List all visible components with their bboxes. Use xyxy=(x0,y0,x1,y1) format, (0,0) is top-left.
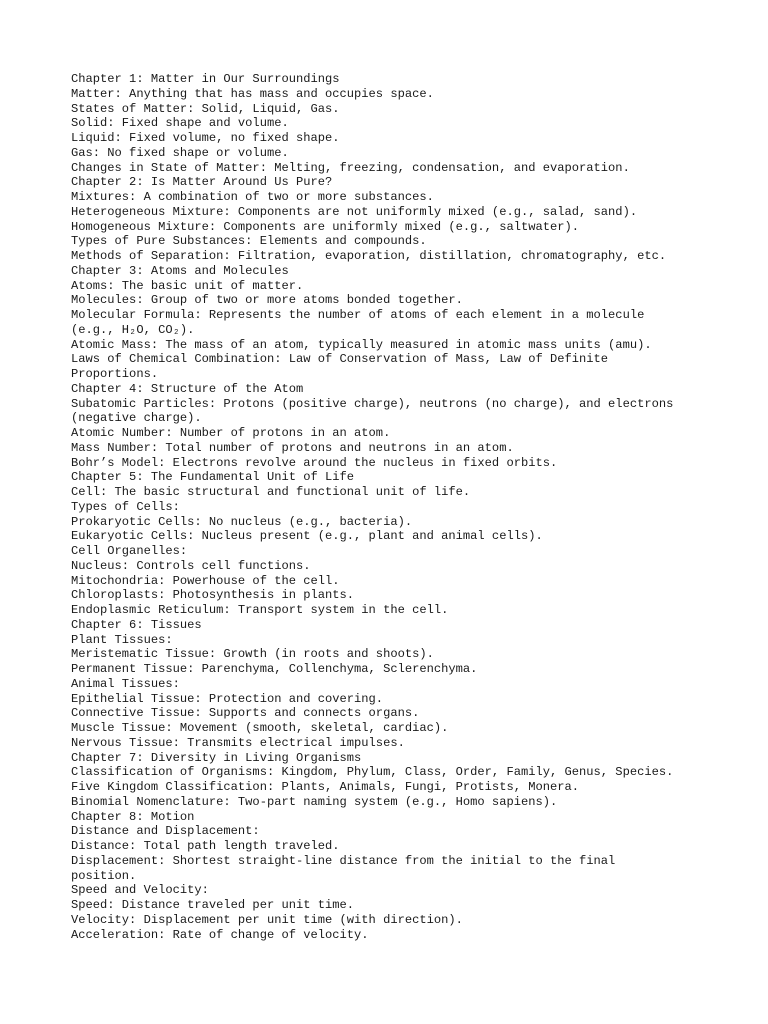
text-line: Subatomic Particles: Protons (positive charge), neutrons (no charge), and electrons xyxy=(71,396,674,411)
text-line: Atoms: The basic unit of matter. xyxy=(71,278,304,293)
text-line: Laws of Chemical Combination: Law of Conservation of Mass, Law of Definite xyxy=(71,352,609,367)
text-line: Chapter 2: Is Matter Around Us Pure? xyxy=(71,175,333,190)
text-line: Homogeneous Mixture: Components are uniformly mixed (e.g., saltwater). xyxy=(71,219,580,234)
text-line: States of Matter: Solid, Liquid, Gas. xyxy=(71,101,340,116)
text-line: Nervous Tissue: Transmits electrical impulses. xyxy=(71,735,405,750)
text-line: Molecules: Group of two or more atoms bonded together. xyxy=(71,293,463,308)
text-line: Atomic Number: Number of protons in an atom. xyxy=(71,426,391,440)
text-line: position. xyxy=(71,868,137,883)
text-line: Animal Tissues: xyxy=(71,676,180,691)
text-line: Velocity: Displacement per unit time (with direction). xyxy=(71,912,463,927)
text-line: Mass Number: Total number of protons and neutrons in an atom. xyxy=(71,440,514,455)
text-line: Chapter 3: Atoms and Molecules xyxy=(71,263,289,278)
text-line: Chapter 5: The Fundamental Unit of Life xyxy=(71,470,355,485)
text-line: (e.g., H₂O, CO₂). xyxy=(71,322,195,337)
text-line: Solid: Fixed shape and volume. xyxy=(71,116,289,131)
text-line: Muscle Tissue: Movement (smooth, skeletal, cardiac). xyxy=(71,721,449,735)
text-line: Chloroplasts: Photosynthesis in plants. xyxy=(71,588,355,603)
text-line: Displacement: Shortest straight-line distance from the initial to the final xyxy=(71,853,616,868)
text-line: Molecular Formula: Represents the number of atoms of each element in a molecule xyxy=(71,308,645,322)
text-line: Permanent Tissue: Parenchyma, Collenchyma, Sclerenchyma. xyxy=(71,662,478,676)
text-line: Mitochondria: Powerhouse of the cell. xyxy=(71,573,340,588)
text-line: Mixtures: A combination of two or more substances. xyxy=(71,190,434,204)
text-line: Speed and Velocity: xyxy=(71,883,209,898)
text-line: Bohr’s Model: Electrons revolve around the nucleus in fixed orbits. xyxy=(71,455,558,470)
text-line: Cell Organelles: xyxy=(71,544,188,558)
text-line: Distance and Displacement: xyxy=(71,824,260,839)
text-line: Eukaryotic Cells: Nucleus present (e.g., plant and animal cells). xyxy=(71,529,543,544)
text-line: Chapter 1: Matter in Our Surroundings xyxy=(71,72,340,86)
text-line: Changes in State of Matter: Melting, freezing, condensation, and evaporation. xyxy=(71,160,630,175)
text-line: Binomial Nomenclature: Two-part naming system (e.g., Homo sapiens). xyxy=(71,794,558,809)
text-line: Five Kingdom Classification: Plants, Animals, Fungi, Protists, Monera. xyxy=(71,780,580,794)
text-line: Matter: Anything that has mass and occupies space. xyxy=(71,86,434,101)
text-line: Types of Pure Substances: Elements and compounds. xyxy=(71,234,427,249)
text-line: Proportions. xyxy=(71,367,159,381)
text-line: Prokaryotic Cells: No nucleus (e.g., bacteria). xyxy=(71,514,413,529)
text-line: Endoplasmic Reticulum: Transport system in the cell. xyxy=(71,603,449,617)
text-line: Liquid: Fixed volume, no fixed shape. xyxy=(71,131,340,145)
document-page xyxy=(71,72,731,942)
text-line: Types of Cells: xyxy=(71,499,180,514)
text-line: Meristematic Tissue: Growth (in roots and shoots). xyxy=(71,647,434,662)
text-line: Atomic Mass: The mass of an atom, typically measured in atomic mass units (amu). xyxy=(71,337,652,352)
text-line: Epithelial Tissue: Protection and covering. xyxy=(71,691,384,706)
text-line: Gas: No fixed shape or volume. xyxy=(71,145,289,160)
text-line: Chapter 7: Diversity in Living Organisms xyxy=(71,750,362,765)
text-line: Acceleration: Rate of change of velocity. xyxy=(71,927,369,942)
text-line: Plant Tissues: xyxy=(71,632,173,647)
text-line: Chapter 6: Tissues xyxy=(71,617,202,632)
text-line: Cell: The basic structural and functional unit of life. xyxy=(71,485,471,499)
text-line: Heterogeneous Mixture: Components are not uniformly mixed (e.g., salad, sand). xyxy=(71,204,638,219)
text-line: Chapter 8: Motion xyxy=(71,809,195,824)
text-line: Nucleus: Controls cell functions. xyxy=(71,558,311,573)
text-line: Methods of Separation: Filtration, evaporation, distillation, chromatography, etc. xyxy=(71,249,667,263)
text-line: Classification of Organisms: Kingdom, Phylum, Class, Order, Family, Genus, Species. xyxy=(71,765,674,780)
text-line: Chapter 4: Structure of the Atom xyxy=(71,381,304,396)
text-line: Speed: Distance traveled per unit time. xyxy=(71,898,355,912)
text-line: Connective Tissue: Supports and connects organs. xyxy=(71,706,420,721)
text-line: (negative charge). xyxy=(71,411,202,426)
text-line: Distance: Total path length traveled. xyxy=(71,839,340,853)
